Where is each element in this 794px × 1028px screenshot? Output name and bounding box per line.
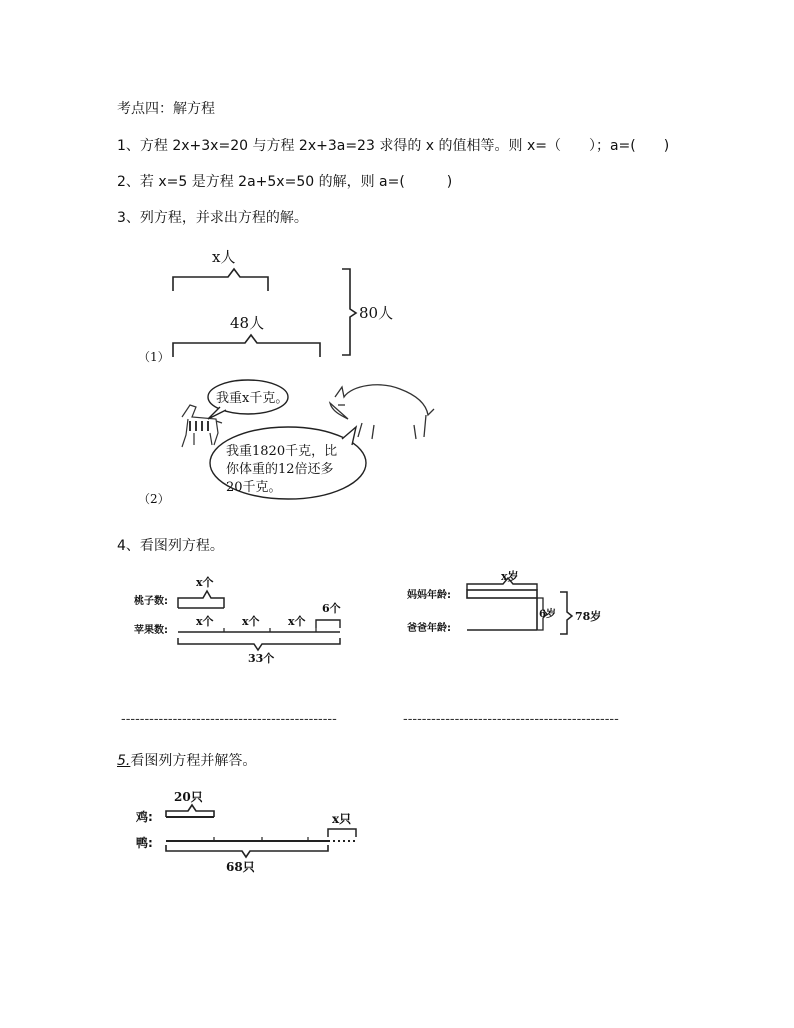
peach-row-label: 桃子数: bbox=[134, 596, 168, 607]
age-total-label: 78岁 bbox=[575, 610, 602, 623]
rhino-icon bbox=[330, 385, 434, 439]
mom-x-label: x岁 bbox=[501, 570, 519, 583]
question-5-text: 看图列方程并解答。 bbox=[130, 753, 257, 769]
fig1-index: （1） bbox=[138, 350, 170, 364]
duck-total-label: 68只 bbox=[226, 860, 255, 874]
apple-x-label-1: x个 bbox=[196, 615, 214, 628]
answer-line-right[interactable]: ---------------------------------------------- bbox=[403, 712, 619, 727]
q5-figure bbox=[130, 785, 370, 880]
rhino-speech-line-2: 你体重的12倍还多 bbox=[226, 462, 334, 477]
q3-figure-1 bbox=[130, 245, 410, 370]
question-4: 4、看图列方程。 bbox=[117, 538, 224, 554]
section-title: 考点四：解方程 bbox=[117, 101, 215, 117]
q4-left-figure bbox=[130, 570, 360, 665]
chicken-count-label: 20只 bbox=[174, 790, 203, 804]
question-3: 3、列方程，并求出方程的解。 bbox=[117, 210, 308, 226]
duck-extra-label: x只 bbox=[332, 812, 352, 826]
fig1-total-brace bbox=[342, 269, 356, 355]
answer-line-left[interactable]: ---------------------------------------------- bbox=[121, 712, 337, 727]
apple-total-label: 33个 bbox=[248, 652, 275, 665]
chicken-row-label: 鸡: bbox=[136, 810, 153, 824]
duck-total-brace bbox=[166, 845, 328, 857]
apple-x-label-3: x个 bbox=[288, 615, 306, 628]
fig1-total-label: 80人 bbox=[359, 304, 394, 322]
question-5 bbox=[117, 750, 256, 770]
dad-row-label: 爸爸年龄: bbox=[407, 623, 451, 634]
rhino-speech-line-3: 20千克。 bbox=[226, 480, 282, 495]
apple-row-label: 苹果数: bbox=[134, 625, 168, 636]
age-total-brace bbox=[560, 592, 572, 634]
apple-x-label-2: x个 bbox=[242, 615, 260, 628]
q3-figure-2 bbox=[130, 375, 440, 515]
duck-row-label: 鸭: bbox=[136, 836, 153, 850]
q4-right-figure bbox=[405, 568, 635, 643]
fig1-bottom-brace bbox=[173, 335, 320, 357]
zebra-speech-text: 我重x千克。 bbox=[216, 391, 289, 406]
fig1-top-brace bbox=[173, 269, 268, 291]
peach-x-label: x个 bbox=[196, 576, 214, 589]
age-diff-label: 6岁 bbox=[539, 609, 556, 620]
fig1-bottom-label: 48人 bbox=[230, 314, 265, 332]
mom-bar bbox=[467, 590, 537, 598]
question-1: 1、方程 2x+3x=20 与方程 2x+3a=23 求得的 x 的值相等。则 x=（ ）；a=( ) bbox=[117, 138, 670, 154]
rhino-speech-line-1: 我重1820千克，比 bbox=[226, 444, 338, 459]
apple-extra-label: 6个 bbox=[322, 602, 341, 615]
question-5-number: 5. bbox=[117, 753, 131, 769]
mom-row-label: 妈妈年龄: bbox=[407, 590, 451, 601]
fig2-index: （2） bbox=[138, 492, 170, 506]
question-2: 2、若 x=5 是方程 2a+5x=50 的解，则 a=( ) bbox=[117, 174, 453, 190]
apple-total-brace bbox=[178, 638, 340, 650]
fig1-top-label: x人 bbox=[212, 248, 236, 266]
